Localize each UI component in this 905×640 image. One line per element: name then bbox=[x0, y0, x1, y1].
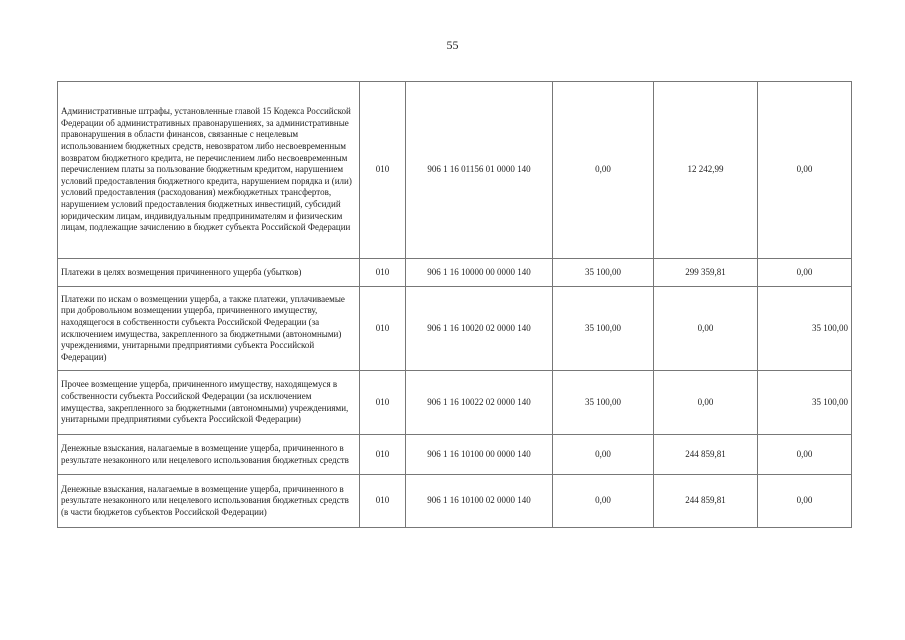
table-row bbox=[58, 82, 852, 259]
row-code: 010 bbox=[360, 259, 406, 287]
row-col1: 35 100,00 bbox=[553, 259, 654, 287]
row-kbk: 906 1 16 01156 01 0000 140 bbox=[406, 82, 553, 259]
row-col2: 244 859,81 bbox=[654, 435, 758, 475]
row-description: Платежи по искам о возмещении ущерба, а также платежи, уплачиваемые при добровольном возмещении ущерба, причиненного имуществу, находящегося в собственности субъекта Российской Федерации (за исключением имущества, закрепленного за бюджетными (автономными) учреждениями, унитарными предприятиями субъекта Российской Федерации) bbox=[58, 287, 360, 371]
row-col2: 0,00 bbox=[654, 287, 758, 371]
row-kbk: 906 1 16 10100 00 0000 140 bbox=[406, 435, 553, 475]
row-col1: 0,00 bbox=[553, 435, 654, 475]
row-col3: 0,00 bbox=[758, 259, 852, 287]
row-col1: 35 100,00 bbox=[553, 371, 654, 435]
row-code: 010 bbox=[360, 287, 406, 371]
budget-table bbox=[57, 81, 852, 528]
row-code: 010 bbox=[360, 475, 406, 528]
row-kbk: 906 1 16 10020 02 0000 140 bbox=[406, 287, 553, 371]
table-row bbox=[58, 435, 852, 475]
row-col2: 244 859,81 bbox=[654, 475, 758, 528]
row-description: Денежные взыскания, налагаемые в возмещение ущерба, причиненного в результате незаконного или нецелевого использования бюджетных средств bbox=[58, 435, 360, 475]
page-number: 55 bbox=[446, 38, 459, 52]
row-description: Платежи в целях возмещения причиненного ущерба (убытков) bbox=[58, 259, 360, 287]
row-col2: 0,00 bbox=[654, 371, 758, 435]
row-col3: 35 100,00 bbox=[758, 371, 852, 435]
row-col3: 0,00 bbox=[758, 475, 852, 528]
row-code: 010 bbox=[360, 82, 406, 259]
row-description: Прочее возмещение ущерба, причиненного имуществу, находящемуся в собственности субъекта Российской Федерации (за исключением имущества, закрепленного за бюджетными (автономными) учреждениями, унитарными предприятиями субъекта Российской Федерации) bbox=[58, 371, 360, 435]
row-col3: 0,00 bbox=[758, 82, 852, 259]
row-col2: 12 242,99 bbox=[654, 82, 758, 259]
row-col1: 0,00 bbox=[553, 82, 654, 259]
row-col1: 0,00 bbox=[553, 475, 654, 528]
row-col3: 35 100,00 bbox=[758, 287, 852, 371]
table-row bbox=[58, 287, 852, 371]
row-description: Денежные взыскания, налагаемые в возмещение ущерба, причиненного в результате незаконного или нецелевого использования бюджетных средств (в части бюджетов субъектов Российской Федерации) bbox=[58, 475, 360, 528]
row-kbk: 906 1 16 10022 02 0000 140 bbox=[406, 371, 553, 435]
row-col2: 299 359,81 bbox=[654, 259, 758, 287]
row-col1: 35 100,00 bbox=[553, 287, 654, 371]
row-code: 010 bbox=[360, 435, 406, 475]
row-kbk: 906 1 16 10000 00 0000 140 bbox=[406, 259, 553, 287]
row-kbk: 906 1 16 10100 02 0000 140 bbox=[406, 475, 553, 528]
row-col3: 0,00 bbox=[758, 435, 852, 475]
table-row bbox=[58, 475, 852, 528]
table-row bbox=[58, 259, 852, 287]
row-description: Административные штрафы, установленные главой 15 Кодекса Российской Федерации об административных правонарушениях, за административные правонарушения в области финансов, связанные с нецелевым использованием бюджетных средств, невозвратом либо несвоевременным возвратом бюджетного кредита, не перечислением либо несвоевременным перечислением платы за пользование бюджетным кредитом, нарушением условий предоставления бюджетного кредита, нарушением порядка и (или) условий предоставления (расходования) межбюджетных трансфертов, нарушением условий предоставления бюджетных инвестиций, субсидий юридическим лицам, индивидуальным предпринимателям и физическим лицам, подлежащие зачислению в бюджет субъекта Российской Федерации bbox=[58, 82, 360, 259]
table-row bbox=[58, 371, 852, 435]
row-code: 010 bbox=[360, 371, 406, 435]
